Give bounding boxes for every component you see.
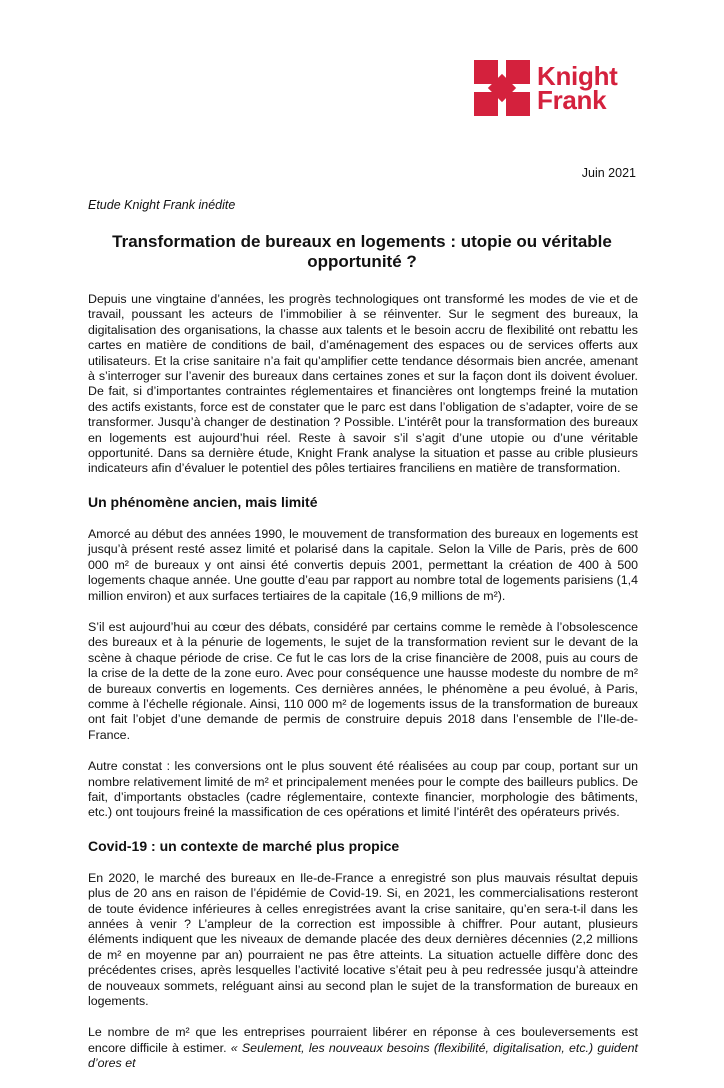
logo-wordmark [537,61,618,115]
section-1-paragraph-2: S’il est aujourd’hui au cœur des débats, considéré par certains comme le remède à l’obsolescence des bureaux et à la pénurie de logements, le sujet de la transformation revient sur le devant de la scène à chaque période de crise. Ce fut le cas lors de la crise financière de 2008, puis au cours de la crise de la dette de la zone euro. Avec pour conséquence une hausse modeste du nombre de m² de bureaux convertis en logements. Ces dernières années, le phénomène a peu évolué, à Paris, comme à l’échelle régionale. Ainsi, 110 000 m² de logements issus de la transformation de bureaux ont fait l’objet d’une demande de permis de construire depuis 2018 dans l’ensemble de l’Ile-de-France. [88,619,638,742]
section-1-paragraph-3: Autre constat : les conversions ont le plus souvent été réalisées au coup par coup, portant sur un nombre relativement limité de m² et principalement menées pour le compte des bailleurs publics. De fait, d’importants obstacles (cadre réglementaire, contexte financier, morphologie des bâtiments, etc.) ont toujours freiné la massification de ces opérations et limité l’intérêt des opérateurs privés. [88,759,638,820]
section-2-heading: Covid-19 : un contexte de marché plus propice [88,837,400,854]
document-kicker: Etude Knight Frank inédite [88,198,236,212]
intro-paragraph: Depuis une vingtaine d’années, les progrès technologiques ont transformé les modes de vie et de travail, poussant les acteurs de l’immobilier à se réinventer. Sur le segment des bureaux, la digitalisation des organisations, la chasse aux talents et le besoin accru de flexibilité ont rebattu les cartes en matière de conditions de bail, d’aménagement des espaces ou de services offerts aux utilisateurs. Et la crise sanitaire n’a fait qu’amplifier cette tendance désormais bien ancrée, amenant à s’interroger sur l’avenir des bureaux dans certaines zones et sur la façon dont ils doivent évoluer. De fait, si d’importantes contraintes réglementaires et financières ont longtemps freiné la mutation des actifs existants, force est de constater que le parc est dans l’obligation de s’adapter, voire de se transformer. Jusqu’à changer de destination ? Possible. L’intérêt pour la transformation des bureaux en logements est aujourd’hui réel. Reste à savoir s’il s’agit d’une utopie ou d’une véritable opportunité. Dans sa dernière étude, Knight Frank analyse la situation et passe au crible plusieurs indicateurs afin d’évaluer le potentiel des pôles tertiaires franciliens en matière de transformation. [88,292,638,476]
document-title: Transformation de bureaux en logements : utopie ou véritable opportunité ? [112,232,612,271]
logo-mark-icon [474,60,530,116]
section-2-quote: « Seulement, les nouveaux besoins (flexibilité, digitalisation, etc.) guident d’ores et [88,1040,638,1071]
logo-line-1: Knight [537,61,618,91]
section-2-paragraph-1: En 2020, le marché des bureaux en Ile-de-France a enregistré son plus mauvais résultat depuis plus de 20 ans en raison de l’épidémie de Covid-19. Si, en 2021, les commercialisations resteront de toute évidence inférieures à celles enregistrées avant la crise sanitaire, qu’en sera-t-il dans les années à venir ? L’ampleur de la correction est impossible à chiffrer. Pour autant, plusieurs éléments indiquent que les niveaux de demande placée des deux dernières décennies (2,2 millions de m² en moyenne par an) pourraient ne pas être atteints. La situation actuelle diffère donc des précédentes crises, après lesquelles l’activité locative s’était peu à peu redressée jusqu’à atteindre de nouveaux sommets, reléguant ainsi au second plan le sujet de la transformation de bureaux en logements. [88,870,638,1009]
section-1-heading: Un phénomène ancien, mais limité [88,493,318,510]
section-2-paragraph-2 [88,1025,638,1071]
document-body [88,292,638,1088]
section-1-paragraph-1: Amorcé au début des années 1990, le mouvement de transformation des bureaux en logements est jusqu’à présent resté assez limité et polarisé dans la capitale. Selon la Ville de Paris, près de 600 000 m² de bureaux y ont ainsi été convertis depuis 2001, permettant la création de 400 à 500 logements chaque année. Une goutte d’eau par rapport au nombre total de logements parisiens (1,4 million environ) et aux surfaces tertiaires de la capitale (16,9 millions de m²). [88,526,638,603]
knight-frank-logo [474,60,618,116]
logo-line-2: Frank [537,85,607,115]
section-2-paragraph-2-text: Le nombre de m² que les entreprises pourraient libérer en réponse à ces bouleversements est encore difficile à estimer. [88,1025,638,1055]
document-date: Juin 2021 [581,166,636,180]
